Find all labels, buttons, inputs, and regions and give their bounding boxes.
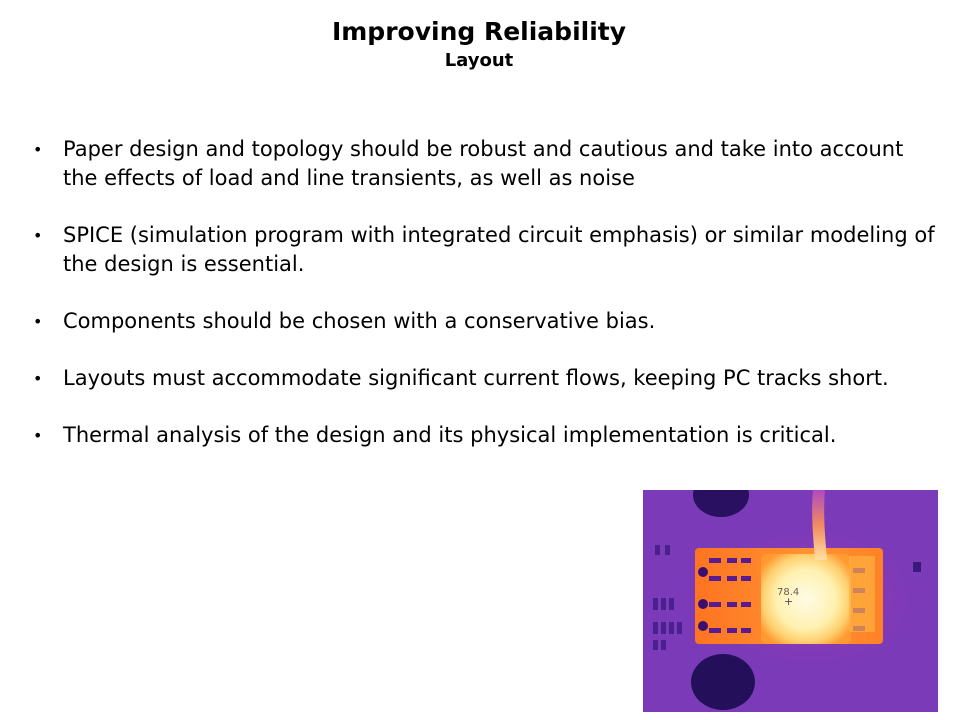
crosshair-icon: + bbox=[784, 595, 794, 608]
slide-subtitle: Layout bbox=[444, 50, 514, 71]
bullet-item bbox=[30, 364, 935, 393]
slide-title: Improving Reliability bbox=[331, 17, 627, 46]
bullet-text: SPICE (simulation program with integrated circuit emphasis) or similar modeling of the design is essential. bbox=[63, 223, 935, 276]
bullet-marker: • bbox=[33, 140, 43, 159]
bullet-text: Paper design and topology should be robust and cautious and take into account the effects of load and line transients, as well as noise bbox=[63, 137, 904, 190]
bullet-list bbox=[30, 135, 935, 478]
bullet-text: Layouts must accommodate significant current flows, keeping PC tracks short. bbox=[63, 366, 889, 390]
hot-component bbox=[761, 554, 851, 644]
bullet-item bbox=[30, 135, 935, 193]
temperature-readout: 78.4 bbox=[777, 587, 800, 598]
bullet-marker: • bbox=[33, 226, 43, 245]
bullet-item bbox=[30, 421, 935, 450]
bullet-marker: • bbox=[33, 426, 43, 445]
bullet-marker: • bbox=[33, 369, 43, 388]
thermal-image bbox=[643, 490, 938, 712]
bullet-item bbox=[30, 307, 935, 336]
bullet-text: Thermal analysis of the design and its physical implementation is critical. bbox=[63, 423, 837, 447]
bullet-marker: • bbox=[33, 312, 43, 331]
bullet-text: Components should be chosen with a conservative bias. bbox=[63, 309, 656, 333]
bullet-item bbox=[30, 221, 935, 279]
